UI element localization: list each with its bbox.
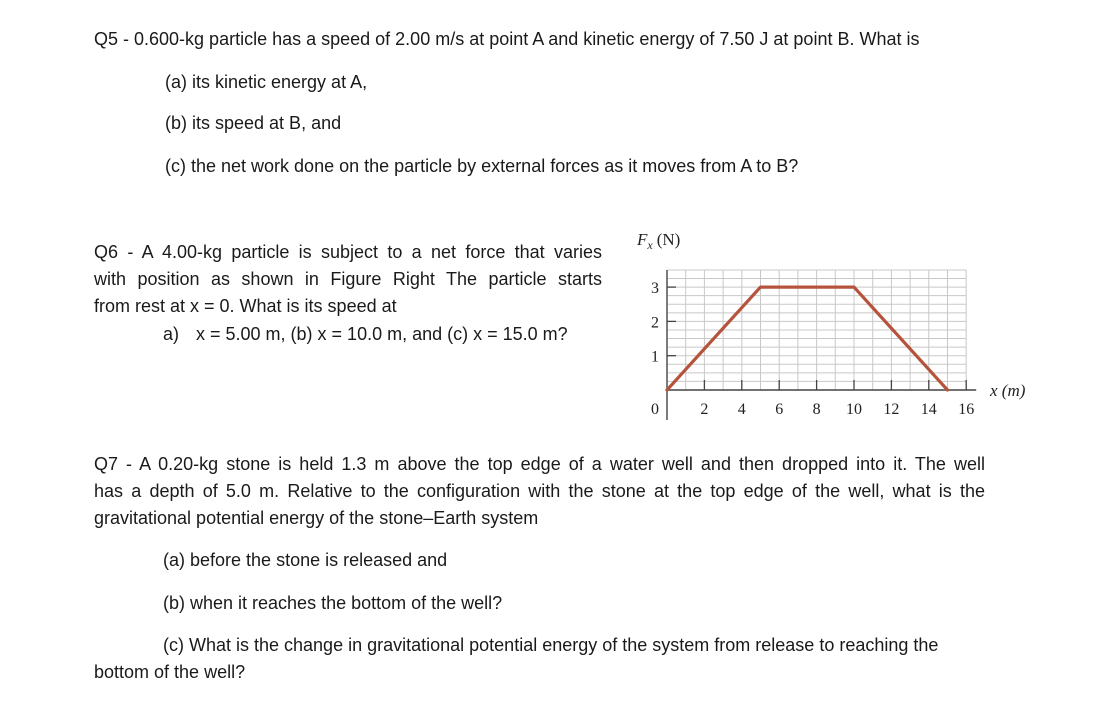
y-tick-label: 3 [651, 280, 659, 298]
q5-part-b: (b) its speed at B, and [165, 113, 342, 133]
x-tick-label: 6 [775, 401, 784, 418]
x-tick-label: 0 [651, 401, 659, 418]
q7-part-c-continued: bottom of the well? [94, 662, 246, 682]
q6-line-3: from rest at x = 0. What is its speed at [94, 296, 397, 316]
q6-line-4: x = 5.00 m, (b) x = 10.0 m, and (c) x = 15.0 m? [196, 324, 568, 344]
y-axis-symbol: F [637, 230, 648, 249]
q6-line-4-marker: a) [163, 324, 180, 344]
x-tick-label: 2 [700, 401, 709, 418]
q7-part-b: (b) when it reaches the bottom of the well? [163, 593, 503, 613]
q5-part-c: (c) the net work done on the particle by external forces as it moves from A to B? [165, 156, 799, 176]
q6-line-2: with position as shown in Figure Right The particle starts [94, 269, 602, 289]
x-tick-label: 12 [883, 401, 900, 418]
x-axis-label: x (m) [990, 381, 1026, 400]
q6-line-1: Q6 - A 4.00-kg particle is subject to a net force that varies [94, 242, 602, 262]
q7-line-3: gravitational potential energy of the stone–Earth system [94, 508, 539, 528]
q7-line-2: has a depth of 5.0 m. Relative to the configuration with the stone at the top edge of the well, what is the [94, 481, 985, 501]
y-tick-label: 2 [651, 314, 659, 332]
q7-line-1: Q7 - A 0.20-kg stone is held 1.3 m above the top edge of a water well and then dropped into it. The well [94, 454, 985, 474]
x-tick-label: 14 [920, 401, 937, 418]
x-tick-label: 8 [812, 401, 821, 418]
y-axis-subscript: x [647, 238, 653, 252]
q7-part-c: (c) What is the change in gravitational potential energy of the system from release to reaching the [163, 635, 939, 655]
y-axis-unit: (N) [656, 230, 681, 249]
y-tick-label: 1 [651, 348, 659, 366]
y-axis-label [636, 230, 680, 252]
q7-part-a: (a) before the stone is released and [163, 550, 448, 570]
force-position-chart [615, 222, 1055, 422]
x-tick-label: 16 [958, 401, 975, 418]
q5-stem: Q5 - 0.600-kg particle has a speed of 2.00 m/s at point A and kinetic energy of 7.50 J at point B. What is [94, 29, 920, 49]
q5-part-a: (a) its kinetic energy at A, [165, 72, 368, 92]
chart-axes [667, 270, 976, 420]
x-tick-label: 4 [737, 401, 746, 418]
x-tick-label: 10 [846, 401, 862, 418]
